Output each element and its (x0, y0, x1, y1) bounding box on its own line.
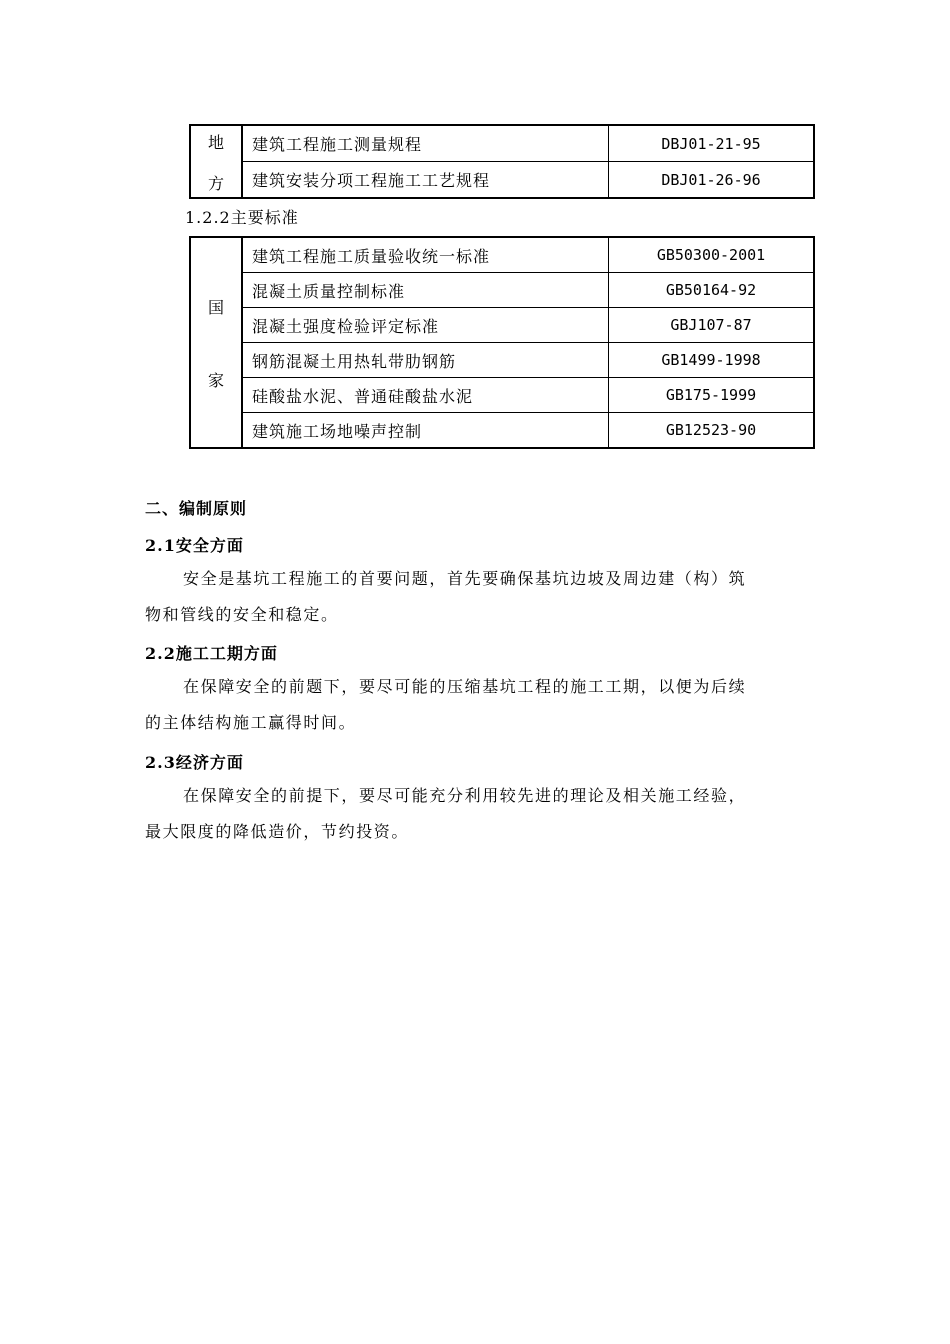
standard-name: 混凝土质量控制标准 (242, 273, 609, 308)
section-paragraph (145, 669, 810, 741)
standard-name: 钢筋混凝土用热轧带肋钢筋 (242, 343, 609, 378)
subheading: 1.2.2主要标准 (185, 208, 299, 227)
section-heading: 2.2施工工期方面 (145, 644, 278, 663)
standard-name: 建筑工程施工测量规程 (242, 125, 609, 162)
category-cell (190, 125, 242, 198)
table-row (190, 237, 814, 273)
table-row (190, 162, 814, 199)
standard-code: GB12523-90 (609, 413, 815, 449)
table-row (190, 308, 814, 343)
table-row (190, 413, 814, 449)
paragraph-line: 在保障安全的前题下，要尽可能的压缩基坑工程的施工工期，以便为后续 (183, 677, 747, 696)
table-row (190, 125, 814, 162)
section-title: 二、编制原则 (145, 499, 248, 518)
table-row (190, 343, 814, 378)
table-row (190, 273, 814, 308)
section-paragraph (145, 561, 810, 633)
paragraph-line: 物和管线的安全和稳定。 (145, 605, 339, 624)
standard-code: GB175-1999 (609, 378, 815, 413)
paragraph-line: 安全是基坑工程施工的首要问题，首先要确保基坑边坡及周边建（构）筑 (183, 569, 747, 588)
standard-code: DBJ01-26-96 (609, 162, 815, 199)
standard-name: 混凝土强度检验评定标准 (242, 308, 609, 343)
category-char: 方 (207, 173, 224, 193)
category-char: 地 (207, 132, 224, 152)
national-standards-table (189, 236, 815, 449)
standard-code: DBJ01-21-95 (609, 125, 815, 162)
standard-code: GB50164-92 (609, 273, 815, 308)
table-row (190, 378, 814, 413)
standard-name: 建筑工程施工质量验收统一标准 (242, 237, 609, 273)
paragraph-line: 的主体结构施工赢得时间。 (145, 713, 357, 732)
section-heading: 2.1安全方面 (145, 536, 244, 555)
section-heading: 2.3经济方面 (145, 753, 244, 772)
category-cell (190, 237, 242, 448)
standard-code: GB1499-1998 (609, 343, 815, 378)
section-paragraph (145, 778, 810, 850)
standard-name: 建筑安装分项工程施工工艺规程 (242, 162, 609, 199)
paragraph-line: 在保障安全的前提下，要尽可能充分利用较先进的理论及相关施工经验， (183, 786, 747, 805)
category-char: 家 (207, 370, 224, 390)
standard-code: GB50300-2001 (609, 237, 815, 273)
standard-name: 硅酸盐水泥、普通硅酸盐水泥 (242, 378, 609, 413)
standard-name: 建筑施工场地噪声控制 (242, 413, 609, 449)
local-standards-table (189, 124, 815, 199)
standard-code: GBJ107-87 (609, 308, 815, 343)
paragraph-line: 最大限度的降低造价，节约投资。 (145, 822, 410, 841)
category-char: 国 (207, 297, 224, 317)
